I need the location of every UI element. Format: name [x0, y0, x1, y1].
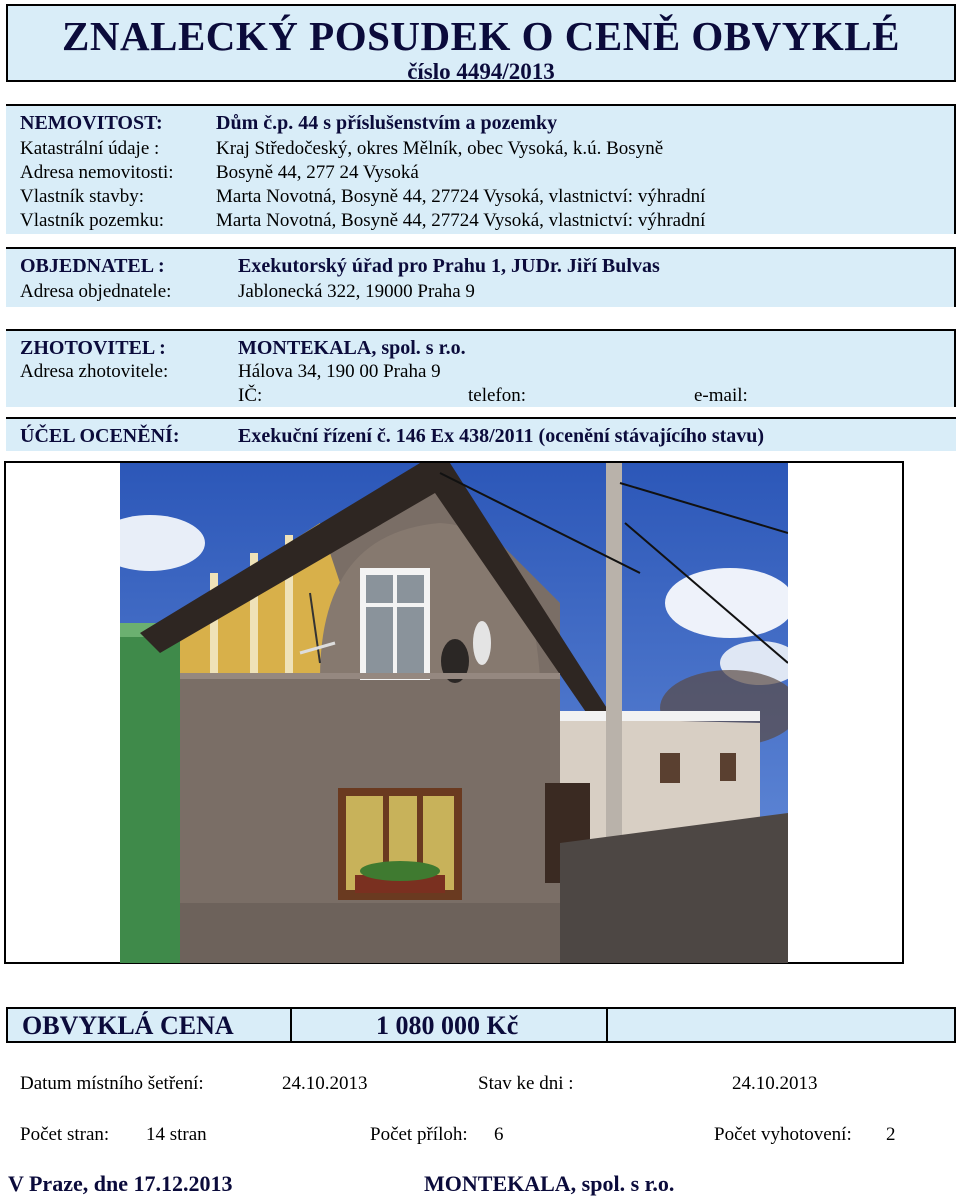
price-divider	[290, 1009, 292, 1041]
attachments-label: Počet příloh:	[370, 1124, 468, 1145]
contractor-address-value: Hálova 34, 190 00 Praha 9	[238, 361, 441, 382]
client-label: OBJEDNATEL :	[20, 255, 165, 277]
inspection-date-value: 24.10.2013	[282, 1073, 368, 1094]
contractor-label: ZHOTOVITEL :	[20, 337, 166, 359]
property-value: Dům č.p. 44 s příslušenstvím a pozemky	[216, 112, 558, 134]
property-label: NEMOVITOST:	[20, 112, 163, 134]
ic-label: IČ:	[238, 385, 263, 406]
contractor-address-label: Adresa zhotovitele:	[20, 361, 169, 382]
place-date: V Praze, dne 17.12.2013	[8, 1171, 233, 1196]
contractor-section	[6, 329, 956, 407]
price-label: OBVYKLÁ CENA	[22, 1011, 234, 1040]
land-owner-label: Vlastník pozemku:	[20, 210, 165, 231]
price-divider	[606, 1009, 608, 1041]
client-address-value: Jablonecká 322, 19000 Praha 9	[238, 281, 475, 302]
client-value: Exekutorský úřad pro Prahu 1, JUDr. Jiří Bulvas	[238, 255, 660, 277]
address-value: Bosyně 44, 277 24 Vysoká	[216, 162, 419, 183]
building-owner-label: Vlastník stavby:	[20, 186, 145, 207]
price-value: 1 080 000 Kč	[376, 1011, 519, 1040]
document-title: ZNALECKÝ POSUDEK O CENĚ OBVYKLÉ	[62, 13, 900, 59]
phone-label: telefon:	[468, 385, 527, 406]
attachments-value: 6	[494, 1124, 504, 1145]
address-label: Adresa nemovitosti:	[20, 162, 174, 183]
purpose-section	[6, 417, 956, 451]
document-number: číslo 4494/2013	[407, 59, 555, 84]
land-owner-value: Marta Novotná, Bosyně 44, 27724 Vysoká, vlastnictví: výhradní	[216, 210, 706, 231]
property-photo-frame	[4, 461, 904, 964]
property-section	[6, 104, 956, 234]
house-photo	[120, 463, 788, 963]
building-owner-value: Marta Novotná, Bosyně 44, 27724 Vysoká, vlastnictví: výhradní	[216, 186, 706, 207]
purpose-label: ÚČEL OCENĚNÍ:	[20, 425, 180, 447]
inspection-date-label: Datum místního šetření:	[20, 1073, 204, 1094]
cadastral-label: Katastrální údaje :	[20, 138, 160, 159]
title-box	[6, 4, 956, 82]
copies-label: Počet vyhotovení:	[714, 1124, 852, 1145]
state-date-value: 24.10.2013	[732, 1073, 818, 1094]
copies-value: 2	[886, 1124, 896, 1145]
signature-company: MONTEKALA, spol. s r.o.	[424, 1171, 675, 1196]
price-box	[6, 1007, 956, 1043]
email-label: e-mail:	[694, 385, 748, 406]
cadastral-value: Kraj Středočeský, okres Mělník, obec Vysoká, k.ú. Bosyně	[216, 138, 664, 159]
pages-value: 14 stran	[146, 1124, 207, 1145]
state-date-label: Stav ke dni :	[478, 1073, 574, 1094]
pages-label: Počet stran:	[20, 1124, 110, 1145]
client-section	[6, 247, 956, 307]
contractor-value: MONTEKALA, spol. s r.o.	[238, 337, 466, 359]
purpose-value: Exekuční řízení č. 146 Ex 438/2011 (ocenění stávajícího stavu)	[238, 425, 765, 447]
client-address-label: Adresa objednatele:	[20, 281, 172, 302]
